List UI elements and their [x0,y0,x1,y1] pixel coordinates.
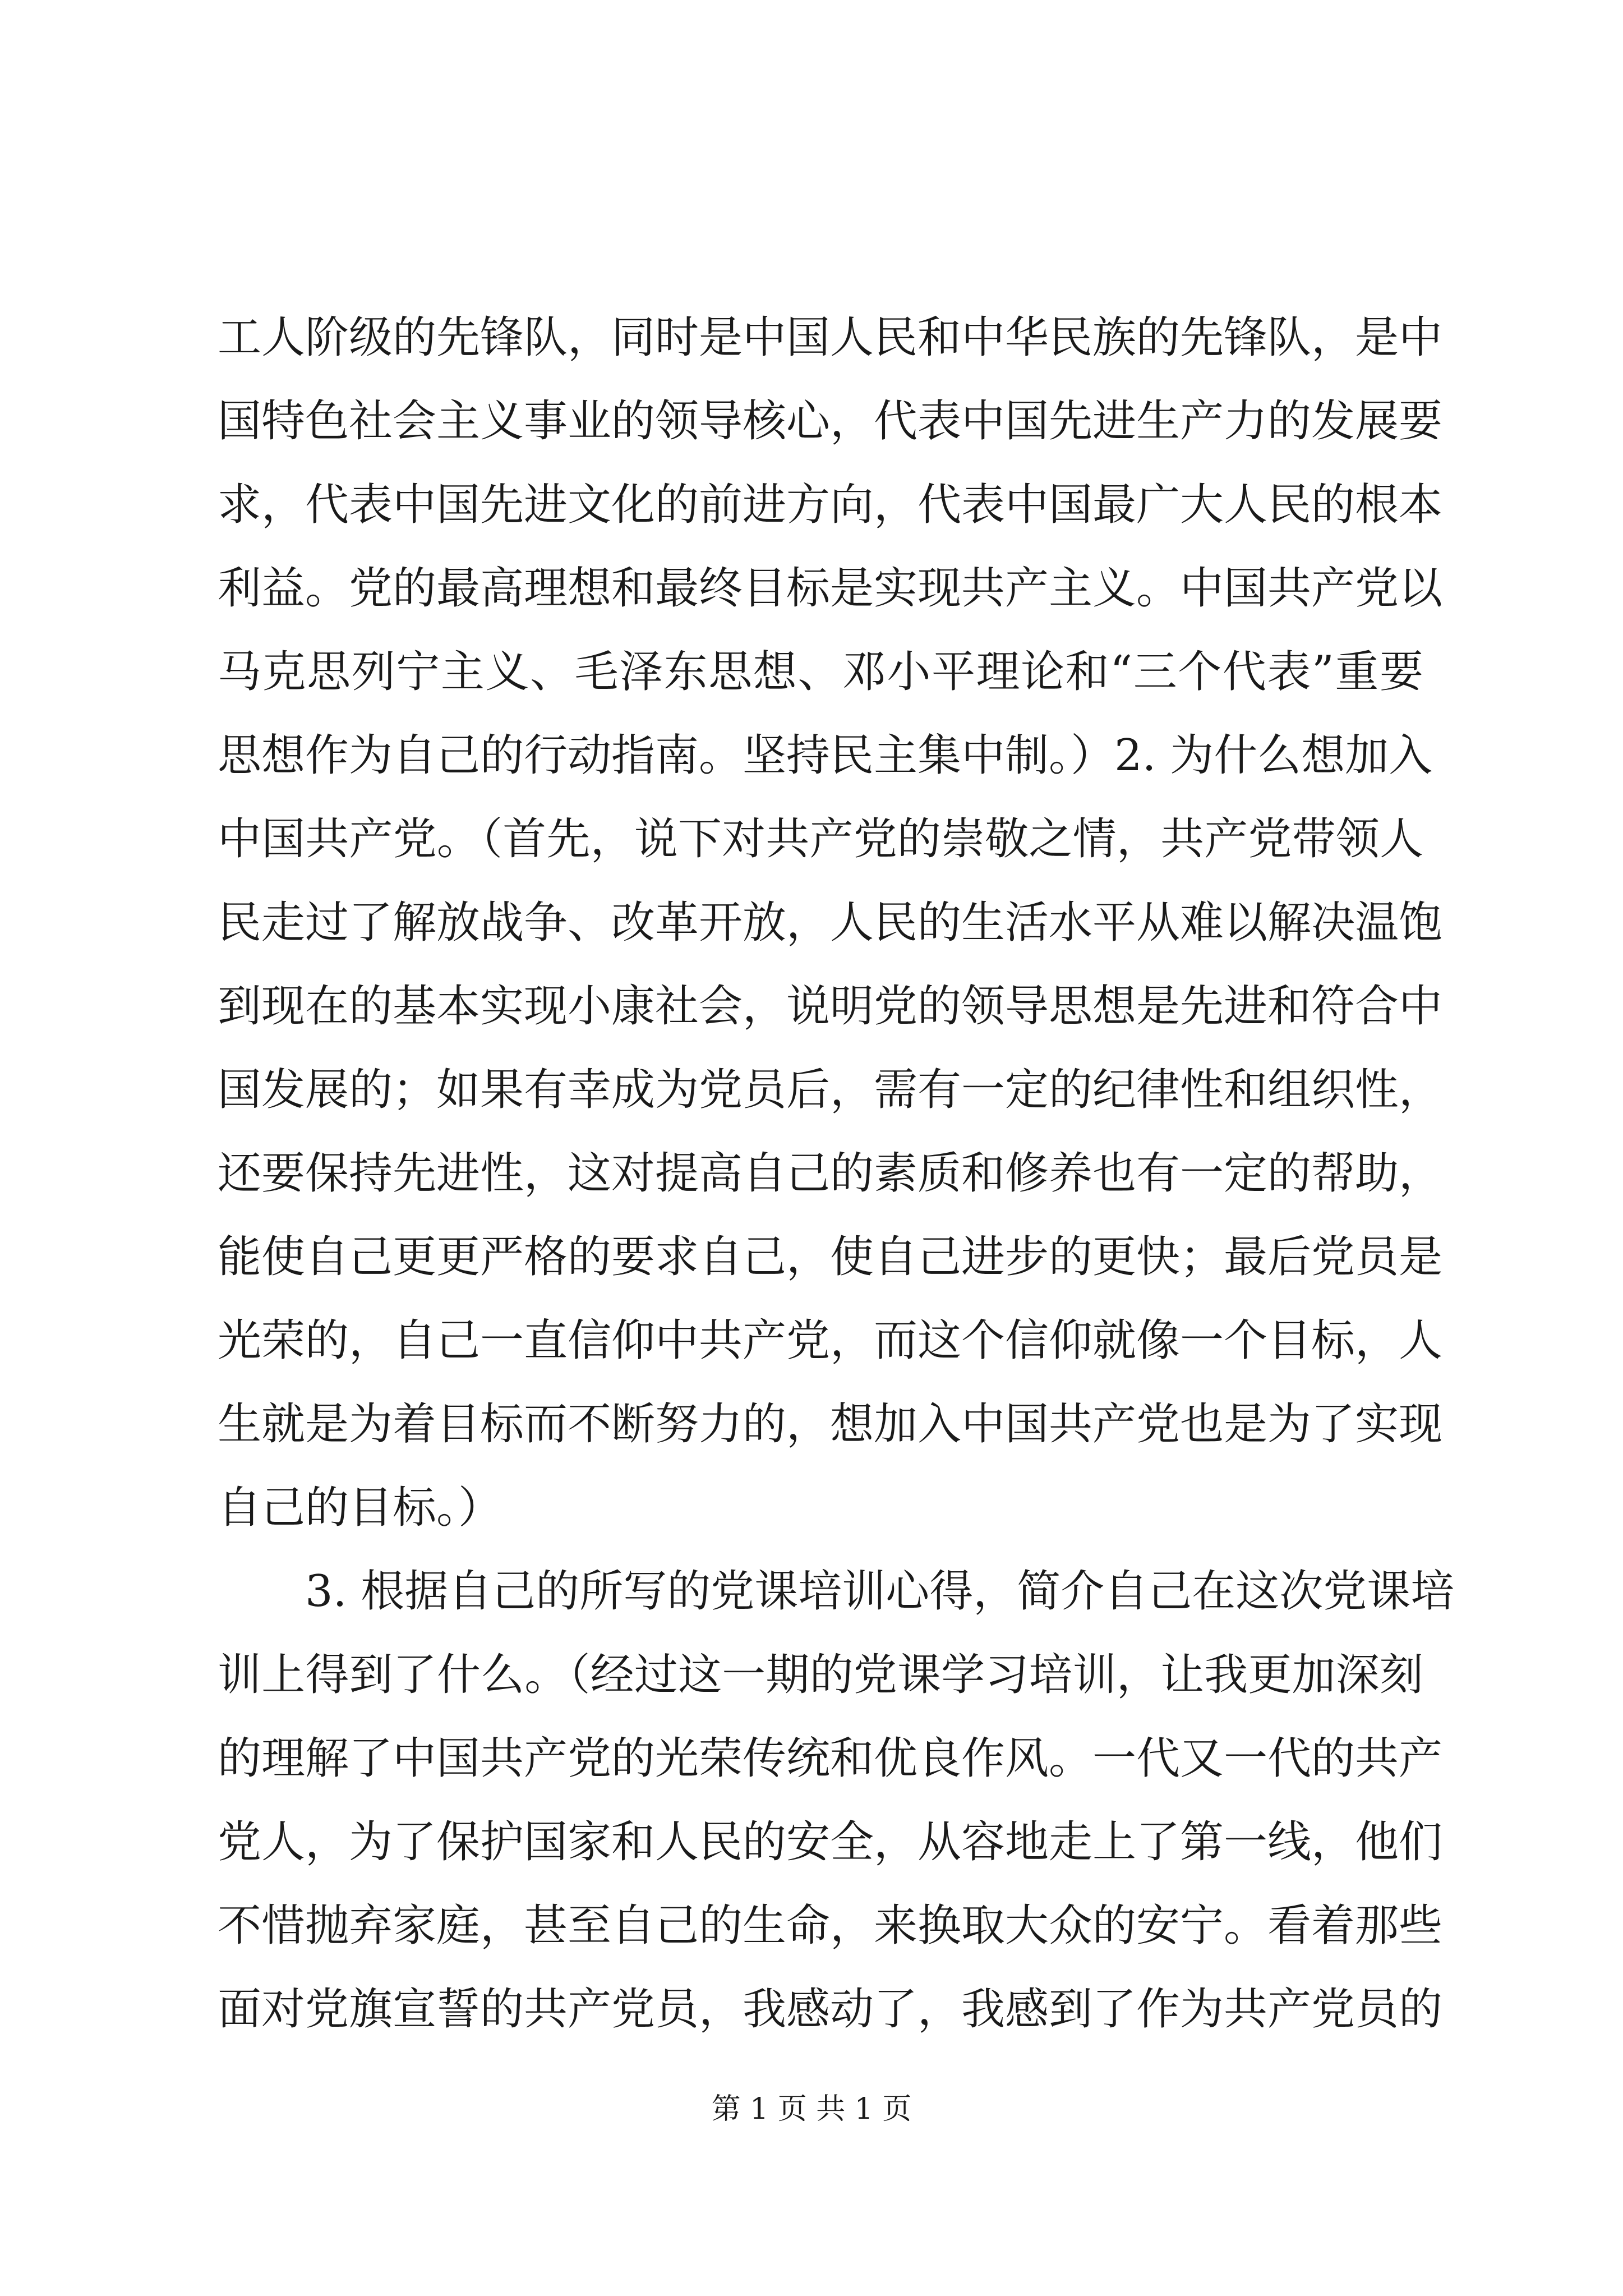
text-line: 不惜抛弃家庭，甚至自己的生命，来换取大众的安宁。看着那些 [218,1901,1443,1951]
text-line: 中国共产党。（首先，说下对共产党的崇敬之情，共产党带领人 [218,814,1423,864]
text-line: 工人阶级的先锋队，同时是中国人民和中华民族的先锋队，是中 [218,312,1443,363]
text-line: 还要保持先进性，这对提高自己的素质和修养也有一定的帮助， [218,1148,1443,1199]
text-line: 党人，为了保护国家和人民的安全，从容地走上了第一线，他们 [218,1817,1443,1867]
page-number-footer: 第 1 页 共 1 页 [711,2092,912,2126]
text-line: 国发展的；如果有幸成为党员后，需有一定的纪律性和组织性， [218,1065,1443,1115]
text-line: 马克思列宁主义、毛泽东思想、邓小平理论和“三个代表”重要 [218,647,1423,697]
text-line: 训上得到了什么。（经过这一期的党课学习培训，让我更加深刻 [218,1650,1423,1700]
text-line: 能使自己更更严格的要求自己，使自己进步的更快；最后党员是 [218,1232,1443,1282]
text-line: 求，代表中国先进文化的前进方向，代表中国最广大人民的根本 [218,480,1443,530]
text-line: 面对党旗宣誓的共产党员，我感动了，我感到了作为共产党员的 [218,1984,1443,2035]
text-line: 国特色社会主义事业的领导核心，代表中国先进生产力的发展要 [218,396,1443,447]
body-text [218,296,1455,2051]
text-line: 到现在的基本实现小康社会，说明党的领导思想是先进和符合中 [218,981,1443,1032]
text-line: 光荣的，自己一直信仰中共产党，而这个信仰就像一个目标，人 [218,1315,1443,1366]
text-line: 生就是为着目标而不断努力的，想加入中国共产党也是为了实现 [218,1399,1443,1450]
text-line: 利益。党的最高理想和最终目标是实现共产主义。中国共产党以 [218,563,1443,614]
text-line: 思想作为自己的行动指南。坚持民主集中制。）2. 为什么想加入 [218,730,1433,781]
text-line: 3. 根据自己的所写的党课培训心得，简介自己在这次党课培 [305,1566,1455,1617]
text-line: 民走过了解放战争、改革开放，人民的生活水平从难以解决温饱 [218,898,1443,948]
text-line: 的理解了中国共产党的光荣传统和优良作风。一代又一代的共产 [218,1733,1443,1784]
text-line: 自己的目标。） [218,1483,502,1533]
